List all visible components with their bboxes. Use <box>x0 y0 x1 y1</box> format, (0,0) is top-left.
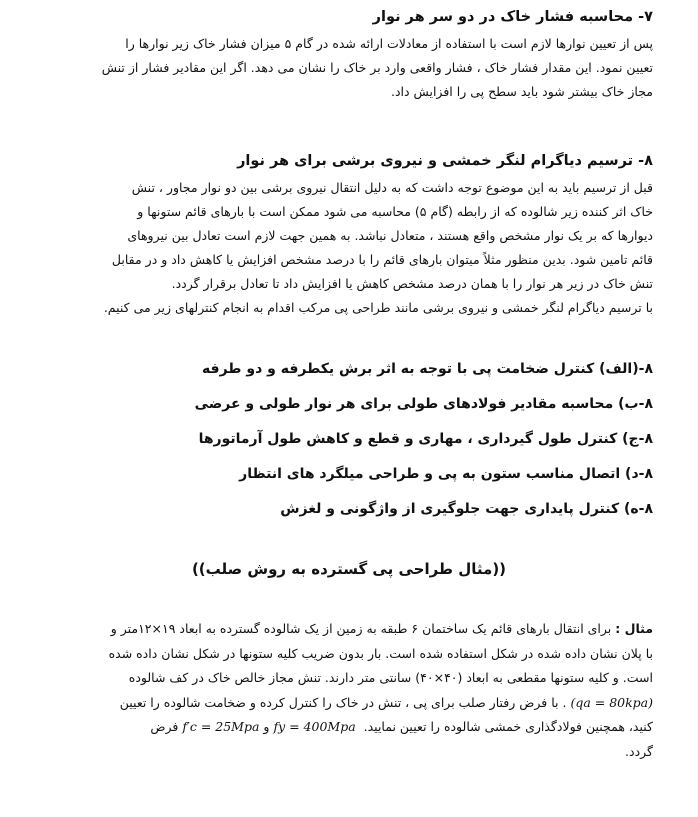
paragraph-line: تعیین نمود. این مقدار فشار خاک ، فشار واقعی وارد بر خاک را نشان می دهد. اگر این مقادیر فشار از تنش <box>101 60 653 75</box>
paragraph-line: دیوارها که بر یک نوار مشخص واقع هستند ، متعادل نباشد. به همین جهت لازم است تعادل بین نیروهای <box>127 228 653 243</box>
allowable-stress-formula: (qa = 80kpa) <box>570 694 653 710</box>
section7-paragraph <box>40 32 653 104</box>
control-item: ۸-ب) محاسبه مقادیر فولادهای طولی برای هر نوار طولی و عرضی <box>194 396 653 412</box>
section7-heading: ۷- محاسبه فشار خاک در دو سر هر نوار <box>372 9 653 25</box>
control-item: ۸-ج) کنترل طول گیرداری ، مهاری و قطع و کاهش طول آرماتورها <box>198 431 653 447</box>
example-paragraph <box>40 617 653 764</box>
section8-heading: ۸- ترسیم دیاگرام لنگر خمشی و نیروی برشی برای هر نوار <box>237 153 653 169</box>
paragraph-line: گردد. <box>625 743 653 759</box>
conjunction: و <box>263 719 270 734</box>
section8-paragraph <box>40 176 653 320</box>
example-text: . با فرض رفتار صلب برای پی ، تنش در خاک را کنترل کرده و ضخامت شالوده را تعیین <box>119 694 567 710</box>
fy-formula: fy = 400Mpa <box>273 719 356 734</box>
paragraph-line: با پلان نشان داده شده در شکل استفاده شده است. بار بدون ضریب کلیه ستونها در شکل نشان داده شده <box>108 645 653 661</box>
fc-formula: f′c = 25Mpa <box>182 719 260 734</box>
control-list <box>40 352 653 527</box>
paragraph-line <box>40 715 653 740</box>
paragraph-line: خاک اثر کننده زیر شالوده که از رابطه (گام ۵) محاسبه می شود ممکن است با بارهای قائم ستونها و <box>137 204 653 219</box>
example-title: ((مثال طراحی پی گسترده به روش صلب)) <box>191 560 507 578</box>
example-text: فرض <box>150 719 179 734</box>
paragraph-line: با ترسیم دیاگرام لنگر خمشی و نیروی برشی مانند طراحی پی مرکب اقدام به انجام کنترلهای زیر می کنیم. <box>103 300 653 315</box>
control-item: ۸-ه) کنترل پایداری جهت جلوگیری از واژگونی و لغزش <box>280 501 653 517</box>
paragraph-line: است. و کلیه ستونها مقطعی به ابعاد (۴۰×۴۰) سانتی متر دارند. تنش مجاز خالص خاک در کف شالوده <box>128 670 653 685</box>
paragraph-line: پس از تعیین نوارها لازم است با استفاده از معادلات ارائه شده در گام ۵ میزان فشار خاک زیر نوارها را <box>125 36 653 51</box>
paragraph-line <box>40 691 653 716</box>
control-item: ۸-(الف) کنترل ضخامت پی با توجه به اثر برش یکطرفه و دو طرفه <box>201 361 653 377</box>
paragraph-line: قبل از ترسیم باید به این موضوع توجه داشت که به دلیل انتقال نیروی برشی بین دو نوار مجاور ، تنش <box>131 180 653 195</box>
paragraph-line: قائم تامین شود. بدین منظور مثلاً میتوان بارهای قائم را با درصد مشخص افزایش یا کاهش داد و در مقابل <box>111 252 653 267</box>
example-text: کنید، همچنین فولادگذاری خمشی شالوده را تعیین نمایید. <box>363 719 653 734</box>
paragraph-line: مجاز خاک بیشتر شود باید سطح پی را افزایش داد. <box>390 84 653 99</box>
control-item: ۸-د) اتصال مناسب ستون به پی و طراحی میلگرد های انتظار <box>239 466 653 482</box>
example-text: برای انتقال بارهای قائم یک ساختمان ۶ طبقه به زمین از یک شالوده گسترده به ابعاد ۱۹×۱۲متر و <box>110 621 612 636</box>
paragraph-line <box>40 617 653 642</box>
example-label: مثال : <box>615 621 653 636</box>
paragraph-line: تنش خاک در زیر هر نوار را با همان درصد مشخص کاهش یا افزایش داد تا تعادل برقرار گردد. <box>171 276 653 291</box>
